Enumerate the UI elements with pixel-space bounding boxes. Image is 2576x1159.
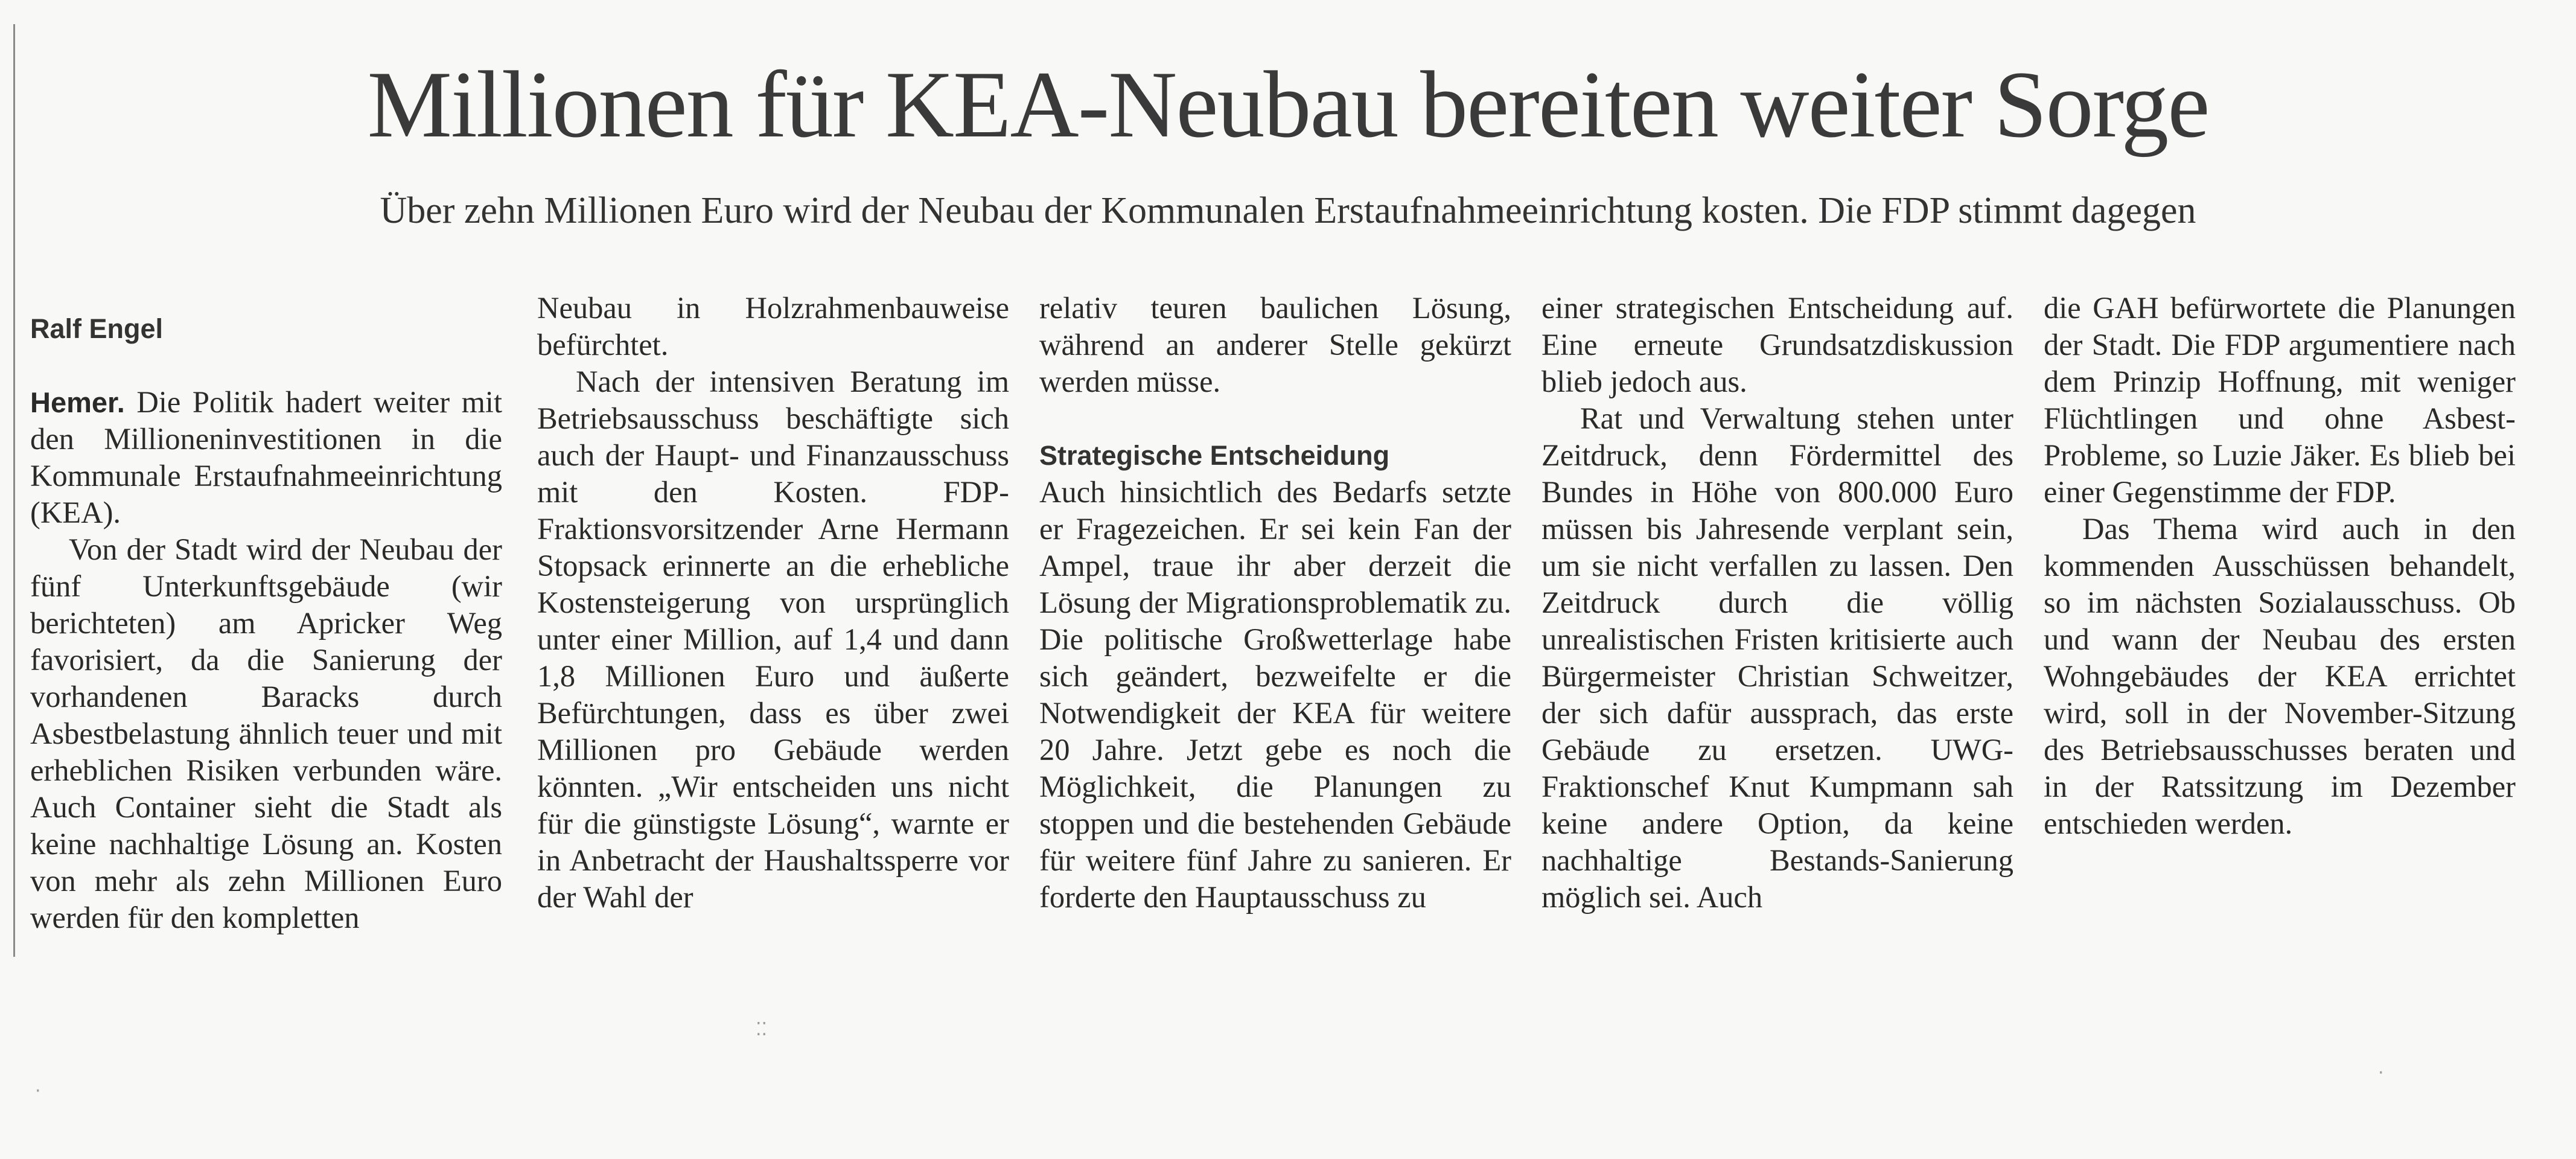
paragraph: die GAH befürwortete die Planungen der Stadt. Die FDP argumentiere nach dem Prinzip Hoffnung, mit weniger Flüchtlingen und ohne Asbest-Probleme, so Luzie Jäker. Es blieb bei einer Gegenstimme der FDP. — [2044, 291, 2516, 509]
lead-text: Die Politik hadert weiter mit den Millioneninvestitionen in die Kommunale Erstaufnahmeeinrichtung (KEA). — [30, 385, 502, 529]
scan-speck: ⁚⁚ — [756, 1019, 768, 1040]
paragraph: einer strategischen Entscheidung auf. Eine erneute Grundsatzdiskussion blieb jedoch aus. — [1541, 291, 2013, 398]
headline: Millionen für KEA-Neubau bereiten weiter Sorge — [367, 52, 2209, 158]
article-body — [30, 290, 2529, 966]
column-5 — [2044, 290, 2516, 842]
section-subhead: Strategische Entscheidung — [1039, 440, 1390, 471]
column-3 — [1039, 290, 1511, 916]
paragraph: Von der Stadt wird der Neubau der fünf Unterkunftsgebäude (wir berichteten) am Apricker Weg favorisiert, da die Sanierung der vorhandenen Baracks durch Asbestbelastung ähnlich teuer und mit erheblichen Risiken verbunden wäre. Auch Container sieht die Stadt als keine nachhaltige Lösung an. Kosten von mehr als zehn Millionen Euro werden für den kompletten — [30, 532, 502, 934]
column-1 — [30, 290, 502, 936]
paragraph: Neubau in Holzrahmenbauweise befürchtet. — [537, 291, 1009, 362]
paragraph: Nach der intensiven Beratung im Betriebsausschuss beschäftigte sich auch der Haupt- und Finanzausschuss mit den Kosten. FDP-Fraktionsvorsitzender Arne Hermann Stopsack erinnerte an die erhebliche Kostensteigerung von ursprünglich unter einer Million, auf 1,4 und dann 1,8 Millionen Euro und äußerte Befürchtungen, dass es über zwei Millionen pro Gebäude werden könnten. „Wir entscheiden uns nicht für die günstigste Lösung“, warnte er in Anbetracht der Haushaltssperre vor der Wahl der — [537, 365, 1009, 914]
scan-speck: · — [2378, 1062, 2384, 1084]
column-4 — [1541, 290, 2013, 916]
paragraph: Rat und Verwaltung stehen unter Zeitdruck, denn Fördermittel des Bundes in Höhe von 800.000 Euro müssen bis Jahresende verplant sein, um sie nicht verfallen zu lassen. Den Zeitdruck durch die völlig unrealistischen Fristen kritisierte auch Bürgermeister Christian Schweitzer, der sich dafür aussprach, das erste Gebäude zu ersetzen. UWG-Fraktionschef Knut Kumpmann sah keine andere Option, da keine nachhaltige Bestands-Sanierung möglich sei. Auch — [1541, 401, 2013, 914]
column-2 — [537, 290, 1009, 916]
subheadline: Über zehn Millionen Euro wird der Neubau der Kommunalen Erstaufnahmeeinrichtung kosten. Die FDP stimmt dagegen — [380, 190, 2196, 231]
author-byline: Ralf Engel — [30, 313, 164, 344]
paragraph: relativ teuren baulichen Lösung, während an anderer Stelle gekürzt werden müsse. — [1039, 291, 1511, 398]
paragraph: Das Thema wird auch in den kommenden Ausschüssen behandelt, so im nächsten Sozialausschuss. Ob und wann der Neubau des ersten Wohngebäudes der KEA errichtet wird, soll in der November-Sitzung des Betriebsausschusses beraten und in der Ratssitzung im Dezember entschieden werden. — [2044, 512, 2516, 840]
dateline: Hemer. — [30, 386, 125, 418]
column-rule — [13, 24, 15, 957]
lead-paragraph — [30, 384, 502, 531]
scan-speck: · — [35, 1081, 41, 1102]
paragraph: Auch hinsichtlich des Bedarfs setzte er Fragezeichen. Er sei kein Fan der Ampel, traue ihr aber derzeit die Lösung der Migrationsproblematik zu. Die politische Großwetterlage habe sich geändert, bezweifelte er die Notwendigkeit der KEA für weitere 20 Jahre. Jetzt gebe es noch die Möglichkeit, die Planungen zu stoppen und die bestehenden Gebäude für weitere fünf Jahre zu sanieren. Er forderte den Hauptausschuss zu — [1039, 475, 1511, 914]
